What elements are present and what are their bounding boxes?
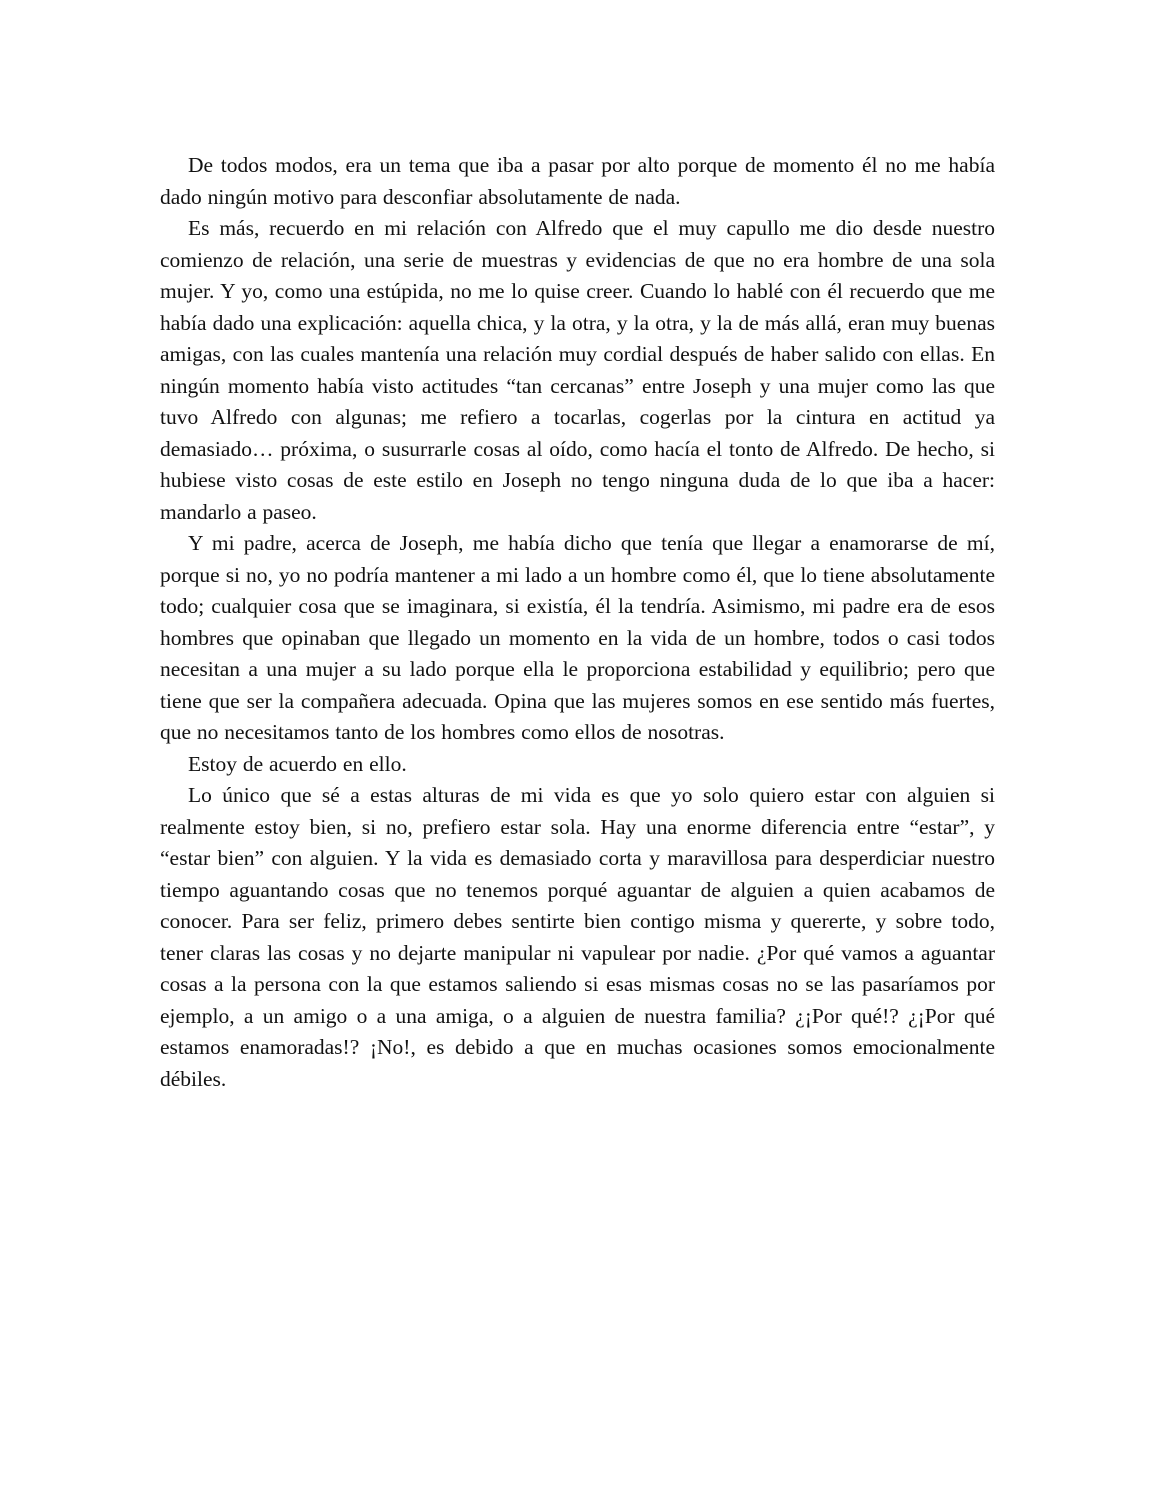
- paragraph-1: De todos modos, era un tema que iba a pasar por alto porque de momento él no me había dado ningún motivo para desconfiar absolutamente de nada.: [160, 153, 995, 209]
- paragraph-5: Lo único que sé a estas alturas de mi vida es que yo solo quiero estar con alguien si realmente estoy bien, si no, prefiero estar sola. Hay una enorme diferencia entre “estar”, y “estar bien” con alguien. Y la vida es demasiado corta y maravillosa para desperdiciar nuestro tiempo aguantando cosas que no tenemos porqué aguantar de alguien a quien acabamos de conocer. Para ser feliz, primero debes sentirte bien contigo misma y quererte, y sobre todo, tener claras las cosas y no dejarte manipular ni vapulear por nadie. ¿Por qué vamos a aguantar cosas a la persona con la que estamos saliendo si esas mismas cosas no se las pasaríamos por ejemplo, a un amigo o a una amiga, o a alguien de nuestra familia? ¿¡Por qué!? ¿¡Por qué estamos enamoradas!? ¡No!, es debido a que en muchas ocasiones somos emocionalmente débiles.: [160, 783, 995, 1091]
- paragraph-3: Y mi padre, acerca de Joseph, me había dicho que tenía que llegar a enamorarse de mí, porque si no, yo no podría mantener a mi lado a un hombre como él, que lo tiene absolutamente todo; cualquier cosa que se imaginara, si existía, él la tendría. Asimismo, mi padre era de esos hombres que opinaban que llegado un momento en la vida de un hombre, todos o casi todos necesitan a una mujer a su lado porque ella le proporciona estabilidad y equilibrio; pero que tiene que ser la compañera adecuada. Opina que las mujeres somos en ese sentido más fuertes, que no necesitamos tanto de los hombres como ellos de nosotras.: [160, 531, 995, 744]
- paragraph-4: Estoy de acuerdo en ello.: [188, 751, 407, 776]
- paragraph-2: Es más, recuerdo en mi relación con Alfredo que el muy capullo me dio desde nuestro comienzo de relación, una serie de muestras y evidencias de que no era hombre de una sola mujer. Y yo, como una estúpida, no me lo quise creer. Cuando lo hablé con él recuerdo que me había dado una explicación: aquella chica, y la otra, y la otra, y la de más allá, eran muy buenas amigas, con las cuales mantenía una relación muy cordial después de haber salido con ellas. En ningún momento había visto actitudes “tan cercanas” entre Joseph y una mujer como las que tuvo Alfredo con algunas; me refiero a tocarlas, cogerlas por la cintura en actitud ya demasiado… próxima, o susurrarle cosas al oído, como hacía el tonto de Alfredo. De hecho, si hubiese visto cosas de este estilo en Joseph no tengo ninguna duda de lo que iba a hacer: mandarlo a paseo.: [160, 216, 995, 524]
- page-text-block: [160, 150, 995, 1095]
